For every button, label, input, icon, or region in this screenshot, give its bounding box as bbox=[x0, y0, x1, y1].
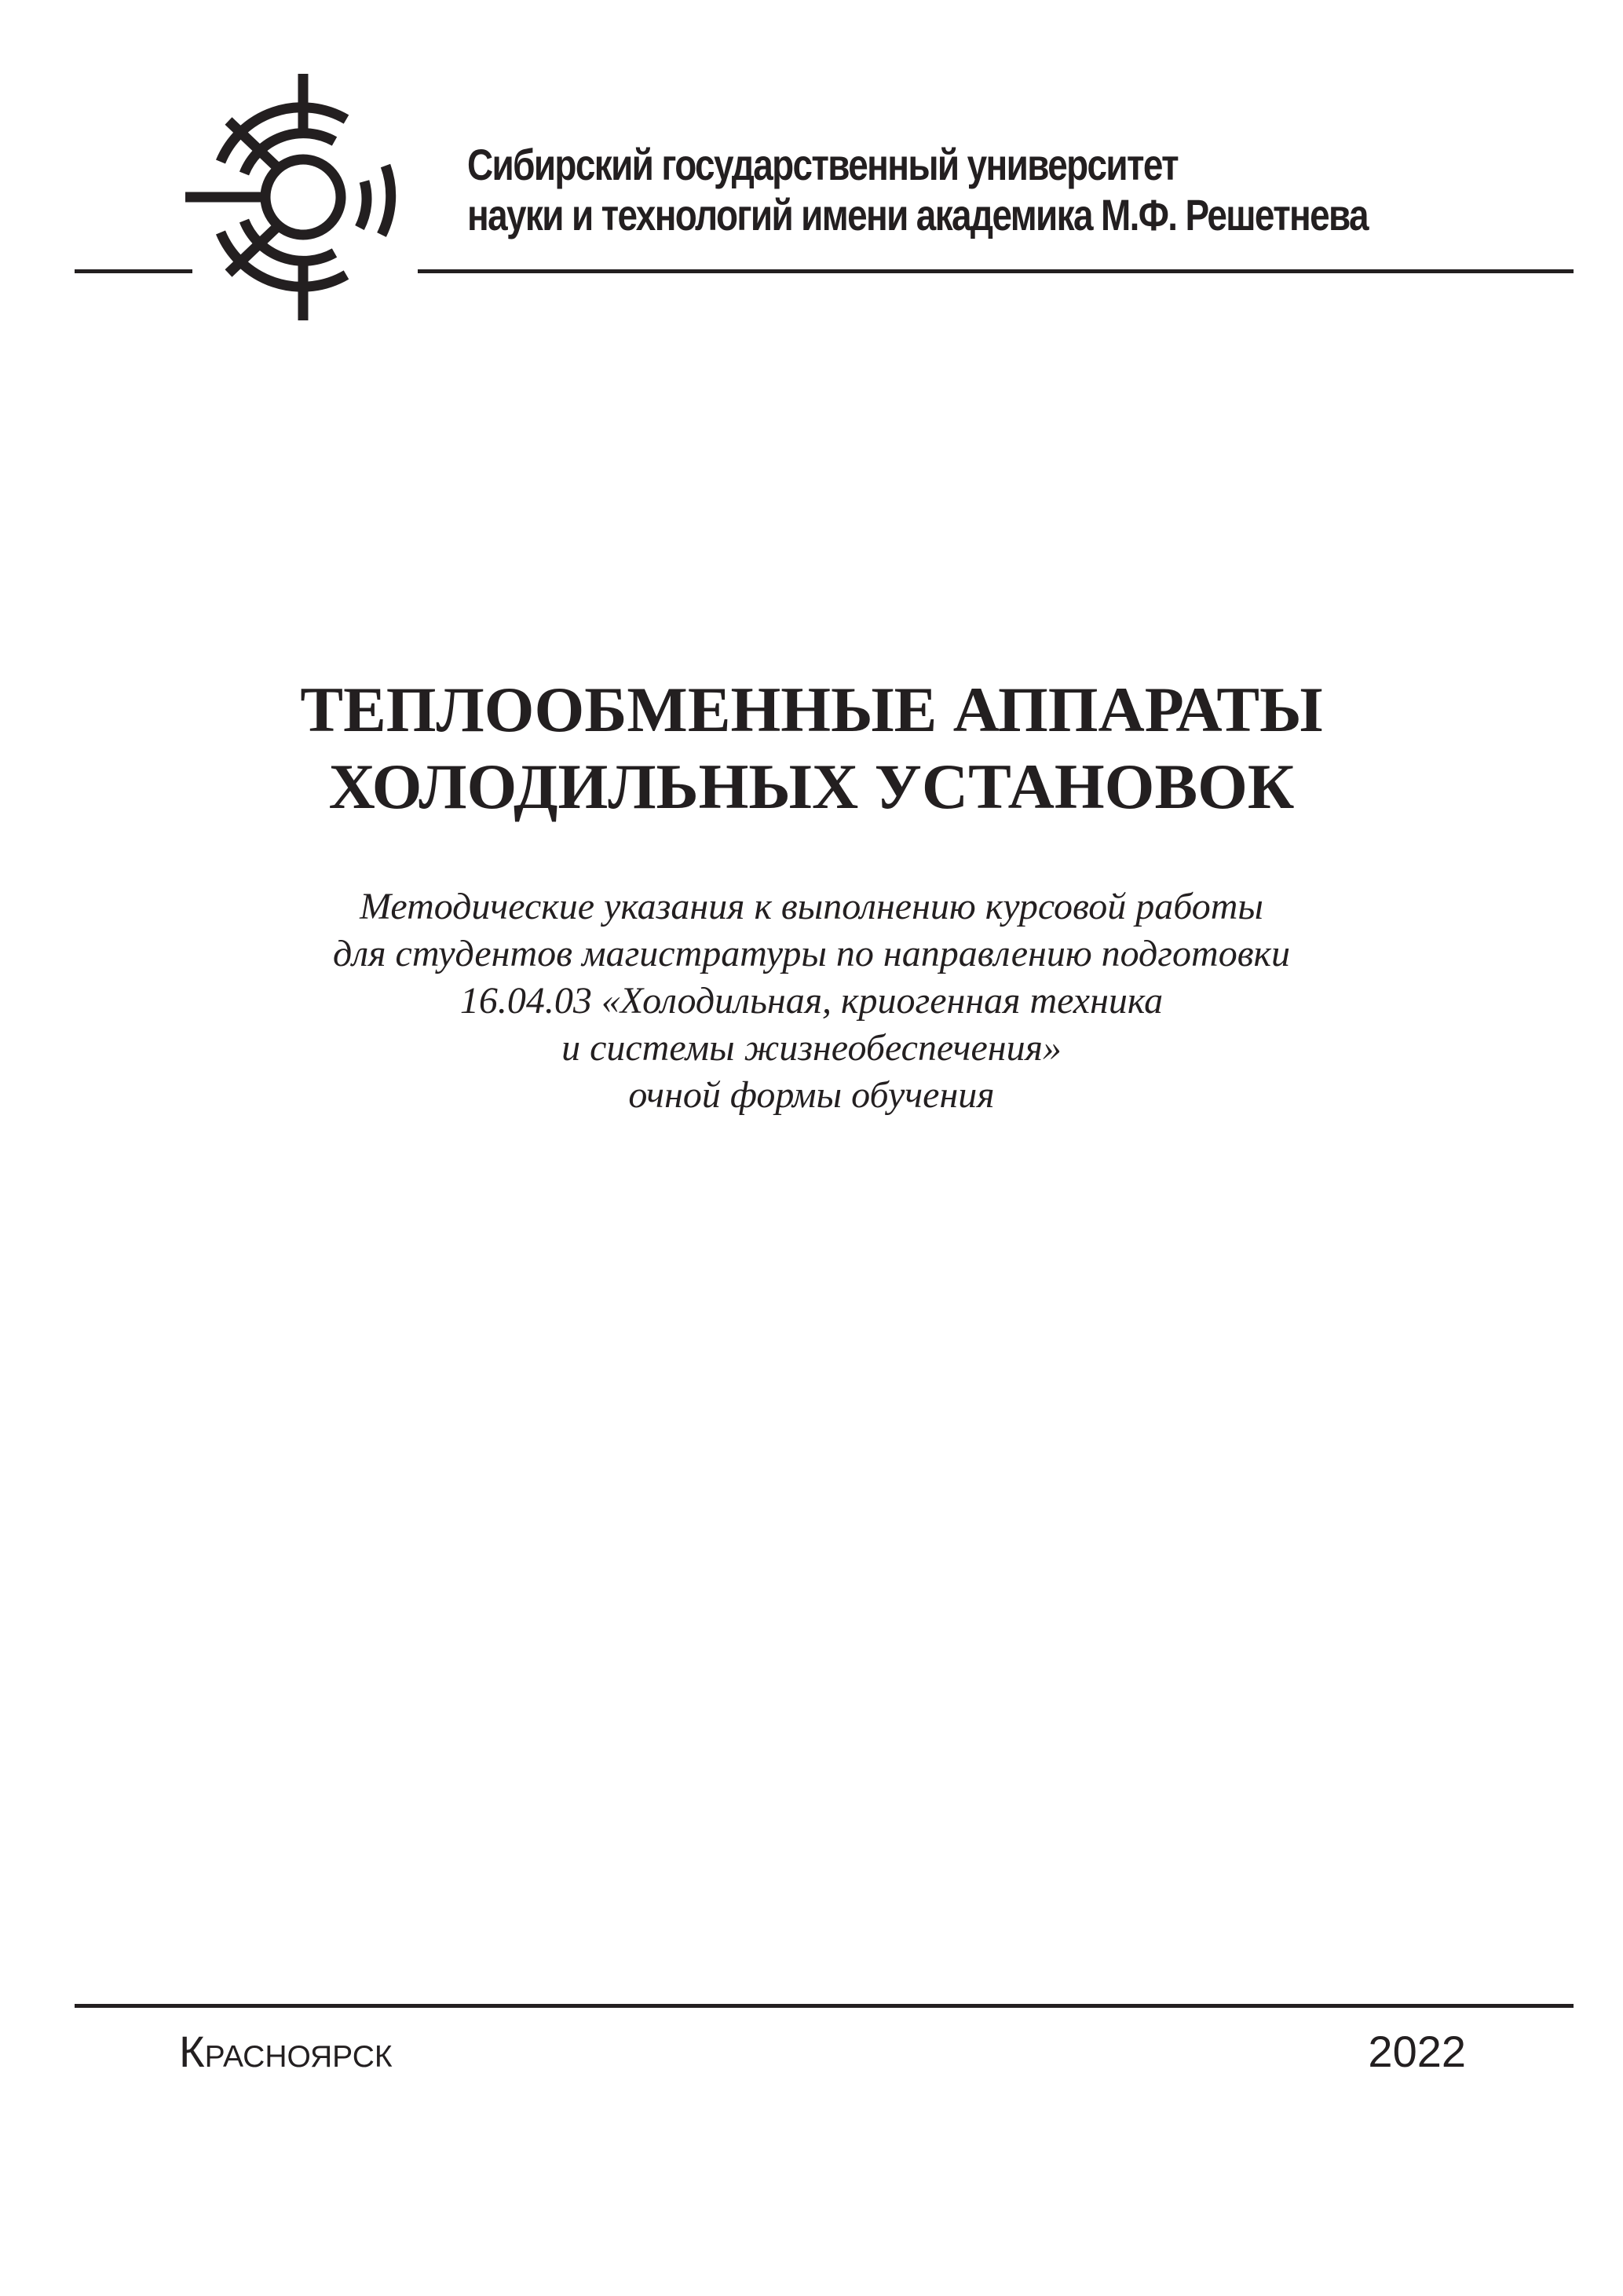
header-divider-left bbox=[75, 269, 192, 273]
university-emblem-icon bbox=[185, 74, 405, 320]
footer-divider bbox=[75, 2004, 1574, 2008]
university-name bbox=[467, 140, 1368, 240]
document-title-line-1: ТЕПЛООБМЕННЫЕ АППАРАТЫ bbox=[300, 674, 1323, 745]
document-subtitle bbox=[0, 883, 1623, 1119]
publication-year: 2022 bbox=[1368, 2027, 1466, 2076]
publication-city: Красноярск bbox=[179, 2027, 393, 2076]
university-name-line-1: Сибирский государственный университет bbox=[467, 140, 1178, 189]
subtitle-line-5: очной формы обучения bbox=[628, 1074, 995, 1116]
subtitle-line-1: Методические указания к выполнению курсовой работы bbox=[360, 886, 1263, 927]
subtitle-line-2: для студентов магистратуры по направлению подготовки bbox=[333, 933, 1290, 974]
university-name-line-2: науки и технологий имени академика М.Ф. Решетнева bbox=[467, 190, 1368, 239]
subtitle-line-3: 16.04.03 «Холодильная, криогенная техника bbox=[459, 980, 1164, 1022]
document-title-line-2: ХОЛОДИЛЬНЫХ УСТАНОВОК bbox=[328, 751, 1295, 822]
header-divider-right bbox=[418, 269, 1574, 273]
subtitle-line-4: и системы жизнеобеспечения» bbox=[561, 1027, 1062, 1069]
document-title bbox=[0, 671, 1623, 825]
